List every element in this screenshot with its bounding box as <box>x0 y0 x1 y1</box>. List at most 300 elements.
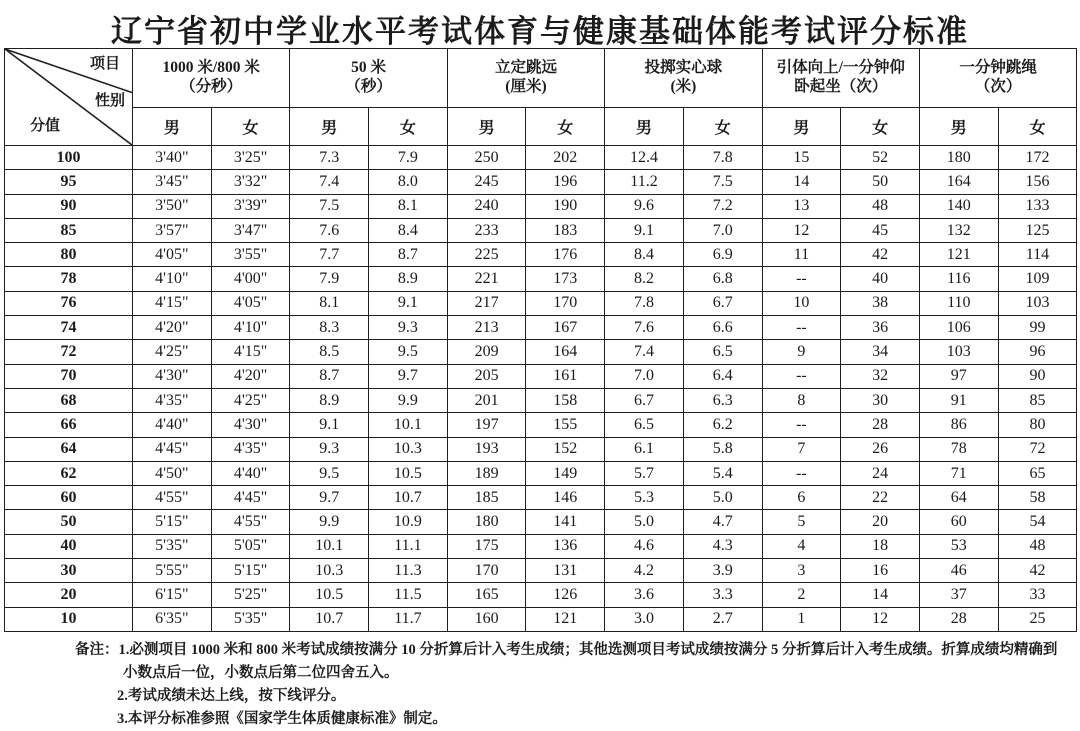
value-cell: 10.3 <box>369 437 448 461</box>
value-cell: 7.5 <box>290 194 369 218</box>
value-cell: 15 <box>762 146 841 170</box>
value-cell: 9.3 <box>290 437 369 461</box>
value-cell: 12 <box>841 607 920 631</box>
value-cell: 5.3 <box>605 486 684 510</box>
value-cell: 170 <box>447 559 526 583</box>
value-cell: 4'10" <box>133 267 212 291</box>
value-cell: 45 <box>841 218 920 242</box>
value-cell: 80 <box>998 413 1077 437</box>
value-cell: 1 <box>762 607 841 631</box>
value-cell: 146 <box>526 486 605 510</box>
value-cell: 8.9 <box>369 267 448 291</box>
score-cell: 68 <box>5 388 133 412</box>
value-cell: 7.0 <box>683 218 762 242</box>
value-cell: 180 <box>919 146 998 170</box>
value-cell: 53 <box>919 534 998 558</box>
value-cell: 4.3 <box>683 534 762 558</box>
column-header-rope-skip <box>919 49 1076 108</box>
value-cell: 2 <box>762 583 841 607</box>
gender-header-female: 女 <box>683 108 762 146</box>
value-cell: 176 <box>526 243 605 267</box>
value-cell: 164 <box>919 170 998 194</box>
note-line: 3.本评分标准参照《国家学生体质健康标准》制定。 <box>117 710 447 727</box>
value-cell: 8.4 <box>369 218 448 242</box>
score-table-header <box>5 49 1077 146</box>
gender-header-male: 男 <box>133 108 212 146</box>
value-cell: -- <box>762 461 841 485</box>
value-cell: 201 <box>447 388 526 412</box>
value-cell: 7 <box>762 437 841 461</box>
value-cell: 5'35" <box>211 607 290 631</box>
value-cell: 109 <box>998 267 1077 291</box>
value-cell: 65 <box>998 461 1077 485</box>
value-cell: 173 <box>526 267 605 291</box>
value-cell: 5.7 <box>605 461 684 485</box>
value-cell: 14 <box>841 583 920 607</box>
value-cell: 36 <box>841 316 920 340</box>
value-cell: 202 <box>526 146 605 170</box>
value-cell: 48 <box>841 194 920 218</box>
table-row <box>5 291 1077 315</box>
value-cell: 16 <box>841 559 920 583</box>
value-cell: 9.3 <box>369 316 448 340</box>
value-cell: 9.7 <box>290 486 369 510</box>
value-cell: 52 <box>841 146 920 170</box>
value-cell: 10.5 <box>290 583 369 607</box>
value-cell: 10.7 <box>369 486 448 510</box>
value-cell: 8 <box>762 388 841 412</box>
value-cell: 42 <box>998 559 1077 583</box>
value-cell: 5'25" <box>211 583 290 607</box>
gender-header-female: 女 <box>369 108 448 146</box>
value-cell: 3.9 <box>683 559 762 583</box>
table-row <box>5 194 1077 218</box>
table-row <box>5 510 1077 534</box>
value-cell: 209 <box>447 340 526 364</box>
value-cell: 60 <box>919 510 998 534</box>
value-cell: 6.3 <box>683 388 762 412</box>
value-cell: 38 <box>841 291 920 315</box>
value-cell: 4'05" <box>133 243 212 267</box>
value-cell: 4'15" <box>211 340 290 364</box>
event-unit: （秒） <box>345 78 392 95</box>
value-cell: 7.4 <box>290 170 369 194</box>
value-cell: 6 <box>762 486 841 510</box>
value-cell: 10.9 <box>369 510 448 534</box>
gender-header-female: 女 <box>998 108 1077 146</box>
event-name: 引体向上/一分钟仰 <box>776 59 905 77</box>
value-cell: 7.0 <box>605 364 684 388</box>
value-cell: 6.9 <box>683 243 762 267</box>
value-cell: 22 <box>841 486 920 510</box>
table-row <box>5 486 1077 510</box>
value-cell: 54 <box>998 510 1077 534</box>
value-cell: 158 <box>526 388 605 412</box>
score-cell: 76 <box>5 291 133 315</box>
note-text: 1.必测项目 1000 米和 800 米考试成绩按满分 10 分折算后计入考生成绩；其他选测项目考试成绩按满分 5 分折算后计入考生成绩。折算成绩均精确到小数点后一位，小数点后第二位四舍五入。 <box>118 641 1058 681</box>
table-row <box>5 340 1077 364</box>
value-cell: 152 <box>526 437 605 461</box>
value-cell: 6.2 <box>683 413 762 437</box>
value-cell: 245 <box>447 170 526 194</box>
score-cell: 10 <box>5 607 133 631</box>
value-cell: -- <box>762 413 841 437</box>
value-cell: 24 <box>841 461 920 485</box>
value-cell: 14 <box>762 170 841 194</box>
value-cell: 4'55" <box>211 510 290 534</box>
gender-header-female: 女 <box>526 108 605 146</box>
event-name: 投掷实心球 <box>644 59 723 77</box>
column-header-long-jump <box>447 49 604 108</box>
value-cell: 3.6 <box>605 583 684 607</box>
value-cell: 197 <box>447 413 526 437</box>
value-cell: 3 <box>762 559 841 583</box>
value-cell: 12 <box>762 218 841 242</box>
value-cell: 5 <box>762 510 841 534</box>
value-cell: 4'05" <box>211 291 290 315</box>
score-cell: 66 <box>5 413 133 437</box>
event-name: 立定跳远 <box>494 59 557 77</box>
table-row <box>5 218 1077 242</box>
value-cell: 133 <box>998 194 1077 218</box>
value-cell: 5'55" <box>133 559 212 583</box>
gender-header-female: 女 <box>841 108 920 146</box>
value-cell: 3'55" <box>211 243 290 267</box>
value-cell: 103 <box>998 291 1077 315</box>
value-cell: 136 <box>526 534 605 558</box>
value-cell: 3'50" <box>133 194 212 218</box>
value-cell: 9.9 <box>369 388 448 412</box>
corner-cell <box>5 49 133 146</box>
value-cell: 42 <box>841 243 920 267</box>
event-unit: 卧起坐（次） <box>794 78 888 95</box>
value-cell: 11 <box>762 243 841 267</box>
value-cell: 131 <box>526 559 605 583</box>
page-title: 辽宁省初中学业水平考试体育与健康基础体能考试评分标准 <box>111 14 969 49</box>
value-cell: 10.3 <box>290 559 369 583</box>
event-unit: (厘米) <box>505 78 547 95</box>
column-header-ball-throw <box>605 49 762 108</box>
value-cell: -- <box>762 364 841 388</box>
value-cell: 12.4 <box>605 146 684 170</box>
corner-label-item: 项目 <box>89 56 120 72</box>
value-cell: 3'32" <box>211 170 290 194</box>
corner-label-gender: 性别 <box>94 93 125 109</box>
value-cell: 3'40" <box>133 146 212 170</box>
value-cell: 48 <box>998 534 1077 558</box>
value-cell: 3'47" <box>211 218 290 242</box>
value-cell: 91 <box>919 388 998 412</box>
value-cell: 5'15" <box>211 559 290 583</box>
value-cell: 141 <box>526 510 605 534</box>
score-cell: 78 <box>5 267 133 291</box>
gender-header-row <box>5 108 1077 146</box>
value-cell: 9.6 <box>605 194 684 218</box>
score-cell: 95 <box>5 170 133 194</box>
value-cell: 6.1 <box>605 437 684 461</box>
value-cell: 30 <box>841 388 920 412</box>
value-cell: 9.7 <box>369 364 448 388</box>
value-cell: 4'25" <box>133 340 212 364</box>
value-cell: 170 <box>526 291 605 315</box>
value-cell: 149 <box>526 461 605 485</box>
value-cell: 71 <box>919 461 998 485</box>
value-cell: 3'57" <box>133 218 212 242</box>
event-unit: (米) <box>670 78 697 95</box>
value-cell: 8.0 <box>369 170 448 194</box>
value-cell: 9.1 <box>369 291 448 315</box>
value-cell: 9 <box>762 340 841 364</box>
table-row <box>5 364 1077 388</box>
value-cell: 7.5 <box>683 170 762 194</box>
score-cell: 90 <box>5 194 133 218</box>
value-cell: 26 <box>841 437 920 461</box>
value-cell: 8.7 <box>290 364 369 388</box>
value-cell: 4'15" <box>133 291 212 315</box>
value-cell: 8.7 <box>369 243 448 267</box>
value-cell: 8.3 <box>290 316 369 340</box>
value-cell: 9.1 <box>290 413 369 437</box>
value-cell: 7.2 <box>683 194 762 218</box>
value-cell: 9.1 <box>605 218 684 242</box>
value-cell: 6.6 <box>683 316 762 340</box>
value-cell: 250 <box>447 146 526 170</box>
value-cell: 8.9 <box>290 388 369 412</box>
value-cell: 4'40" <box>133 413 212 437</box>
value-cell: 46 <box>919 559 998 583</box>
value-cell: 7.9 <box>290 267 369 291</box>
table-row <box>5 607 1077 631</box>
value-cell: 190 <box>526 194 605 218</box>
value-cell: 6'15" <box>133 583 212 607</box>
value-cell: 5.0 <box>605 510 684 534</box>
column-header-pullup-situp <box>762 49 919 108</box>
value-cell: 11.1 <box>369 534 448 558</box>
value-cell: 33 <box>998 583 1077 607</box>
value-cell: 10.5 <box>369 461 448 485</box>
value-cell: 8.1 <box>290 291 369 315</box>
value-cell: 132 <box>919 218 998 242</box>
value-cell: 10.1 <box>290 534 369 558</box>
value-cell: 7.3 <box>290 146 369 170</box>
value-cell: 165 <box>447 583 526 607</box>
value-cell: 5'15" <box>133 510 212 534</box>
value-cell: 110 <box>919 291 998 315</box>
value-cell: 4.2 <box>605 559 684 583</box>
value-cell: 6.5 <box>605 413 684 437</box>
value-cell: 160 <box>447 607 526 631</box>
value-cell: 225 <box>447 243 526 267</box>
event-name: 一分钟跳绳 <box>959 59 1037 77</box>
value-cell: 34 <box>841 340 920 364</box>
table-row <box>5 316 1077 340</box>
gender-header-male: 男 <box>919 108 998 146</box>
value-cell: 11.7 <box>369 607 448 631</box>
value-cell: 161 <box>526 364 605 388</box>
score-cell: 100 <box>5 146 133 170</box>
value-cell: 50 <box>841 170 920 194</box>
value-cell: 4'20" <box>211 364 290 388</box>
value-cell: 7.9 <box>369 146 448 170</box>
value-cell: 140 <box>919 194 998 218</box>
value-cell: 13 <box>762 194 841 218</box>
value-cell: 116 <box>919 267 998 291</box>
note-line <box>75 639 1080 685</box>
table-row <box>5 583 1077 607</box>
value-cell: 2.7 <box>683 607 762 631</box>
event-name: 1000 米/800 米 <box>162 59 260 77</box>
value-cell: 4'00" <box>211 267 290 291</box>
table-row <box>5 534 1077 558</box>
value-cell: 11.3 <box>369 559 448 583</box>
value-cell: 114 <box>998 243 1077 267</box>
value-cell: 4'55" <box>133 486 212 510</box>
event-unit: （次） <box>974 78 1022 95</box>
score-cell: 60 <box>5 486 133 510</box>
table-row <box>5 461 1077 485</box>
score-cell: 64 <box>5 437 133 461</box>
value-cell: 8.5 <box>290 340 369 364</box>
value-cell: 185 <box>447 486 526 510</box>
value-cell: 6.5 <box>683 340 762 364</box>
value-cell: 4'45" <box>211 486 290 510</box>
event-unit: （分秒） <box>180 78 243 95</box>
score-table <box>4 48 1077 632</box>
score-cell: 70 <box>5 364 133 388</box>
value-cell: 64 <box>919 486 998 510</box>
corner-label-score: 分值 <box>30 118 61 134</box>
value-cell: 167 <box>526 316 605 340</box>
value-cell: 5.0 <box>683 486 762 510</box>
value-cell: 3'39" <box>211 194 290 218</box>
value-cell: 6.4 <box>683 364 762 388</box>
value-cell: 6.7 <box>683 291 762 315</box>
gender-header-male: 男 <box>290 108 369 146</box>
table-row <box>5 437 1077 461</box>
value-cell: 3.0 <box>605 607 684 631</box>
value-cell: 4 <box>762 534 841 558</box>
value-cell: 4'20" <box>133 316 212 340</box>
value-cell: 7.6 <box>290 218 369 242</box>
value-cell: 5'35" <box>133 534 212 558</box>
value-cell: 6.7 <box>605 388 684 412</box>
value-cell: 10.7 <box>290 607 369 631</box>
value-cell: 3.3 <box>683 583 762 607</box>
value-cell: 189 <box>447 461 526 485</box>
score-cell: 30 <box>5 559 133 583</box>
score-cell: 74 <box>5 316 133 340</box>
value-cell: 4'25" <box>211 388 290 412</box>
event-name: 50 米 <box>351 59 387 77</box>
value-cell: -- <box>762 316 841 340</box>
value-cell: 72 <box>998 437 1077 461</box>
value-cell: 180 <box>447 510 526 534</box>
gender-header-female: 女 <box>211 108 290 146</box>
notes-label: 备注： <box>75 641 119 658</box>
note-line: 2.考试成绩未达上线，按下线评分。 <box>117 687 346 704</box>
value-cell: 7.4 <box>605 340 684 364</box>
gender-header-male: 男 <box>762 108 841 146</box>
value-cell: 3'25" <box>211 146 290 170</box>
value-cell: 9.5 <box>369 340 448 364</box>
value-cell: 4'35" <box>133 388 212 412</box>
value-cell: 5'05" <box>211 534 290 558</box>
table-row <box>5 243 1077 267</box>
score-cell: 85 <box>5 218 133 242</box>
value-cell: 37 <box>919 583 998 607</box>
value-cell: 8.1 <box>369 194 448 218</box>
value-cell: -- <box>762 267 841 291</box>
value-cell: 11.5 <box>369 583 448 607</box>
score-cell: 62 <box>5 461 133 485</box>
column-header-run <box>133 49 290 108</box>
value-cell: 96 <box>998 340 1077 364</box>
value-cell: 97 <box>919 364 998 388</box>
value-cell: 4'30" <box>211 413 290 437</box>
value-cell: 4'45" <box>133 437 212 461</box>
value-cell: 7.7 <box>290 243 369 267</box>
value-cell: 121 <box>526 607 605 631</box>
value-cell: 183 <box>526 218 605 242</box>
score-cell: 50 <box>5 510 133 534</box>
value-cell: 4'50" <box>133 461 212 485</box>
score-cell: 72 <box>5 340 133 364</box>
value-cell: 90 <box>998 364 1077 388</box>
value-cell: 126 <box>526 583 605 607</box>
value-cell: 28 <box>919 607 998 631</box>
value-cell: 240 <box>447 194 526 218</box>
value-cell: 155 <box>526 413 605 437</box>
value-cell: 6.8 <box>683 267 762 291</box>
value-cell: 6'35" <box>133 607 212 631</box>
value-cell: 221 <box>447 267 526 291</box>
table-row <box>5 559 1077 583</box>
value-cell: 99 <box>998 316 1077 340</box>
value-cell: 103 <box>919 340 998 364</box>
value-cell: 7.8 <box>605 291 684 315</box>
value-cell: 4'30" <box>133 364 212 388</box>
value-cell: 20 <box>841 510 920 534</box>
value-cell: 3'45" <box>133 170 212 194</box>
notes <box>0 639 1080 731</box>
value-cell: 4'40" <box>211 461 290 485</box>
value-cell: 58 <box>998 486 1077 510</box>
value-cell: 18 <box>841 534 920 558</box>
value-cell: 205 <box>447 364 526 388</box>
value-cell: 4.7 <box>683 510 762 534</box>
score-cell: 80 <box>5 243 133 267</box>
value-cell: 9.9 <box>290 510 369 534</box>
score-cell: 20 <box>5 583 133 607</box>
value-cell: 7.8 <box>683 146 762 170</box>
table-row <box>5 267 1077 291</box>
value-cell: 125 <box>998 218 1077 242</box>
value-cell: 193 <box>447 437 526 461</box>
table-row <box>5 413 1077 437</box>
value-cell: 4'10" <box>211 316 290 340</box>
value-cell: 86 <box>919 413 998 437</box>
value-cell: 10 <box>762 291 841 315</box>
value-cell: 217 <box>447 291 526 315</box>
value-cell: 233 <box>447 218 526 242</box>
value-cell: 78 <box>919 437 998 461</box>
value-cell: 4'35" <box>211 437 290 461</box>
column-header-sprint <box>290 49 447 108</box>
value-cell: 8.4 <box>605 243 684 267</box>
value-cell: 9.5 <box>290 461 369 485</box>
value-cell: 25 <box>998 607 1077 631</box>
value-cell: 85 <box>998 388 1077 412</box>
